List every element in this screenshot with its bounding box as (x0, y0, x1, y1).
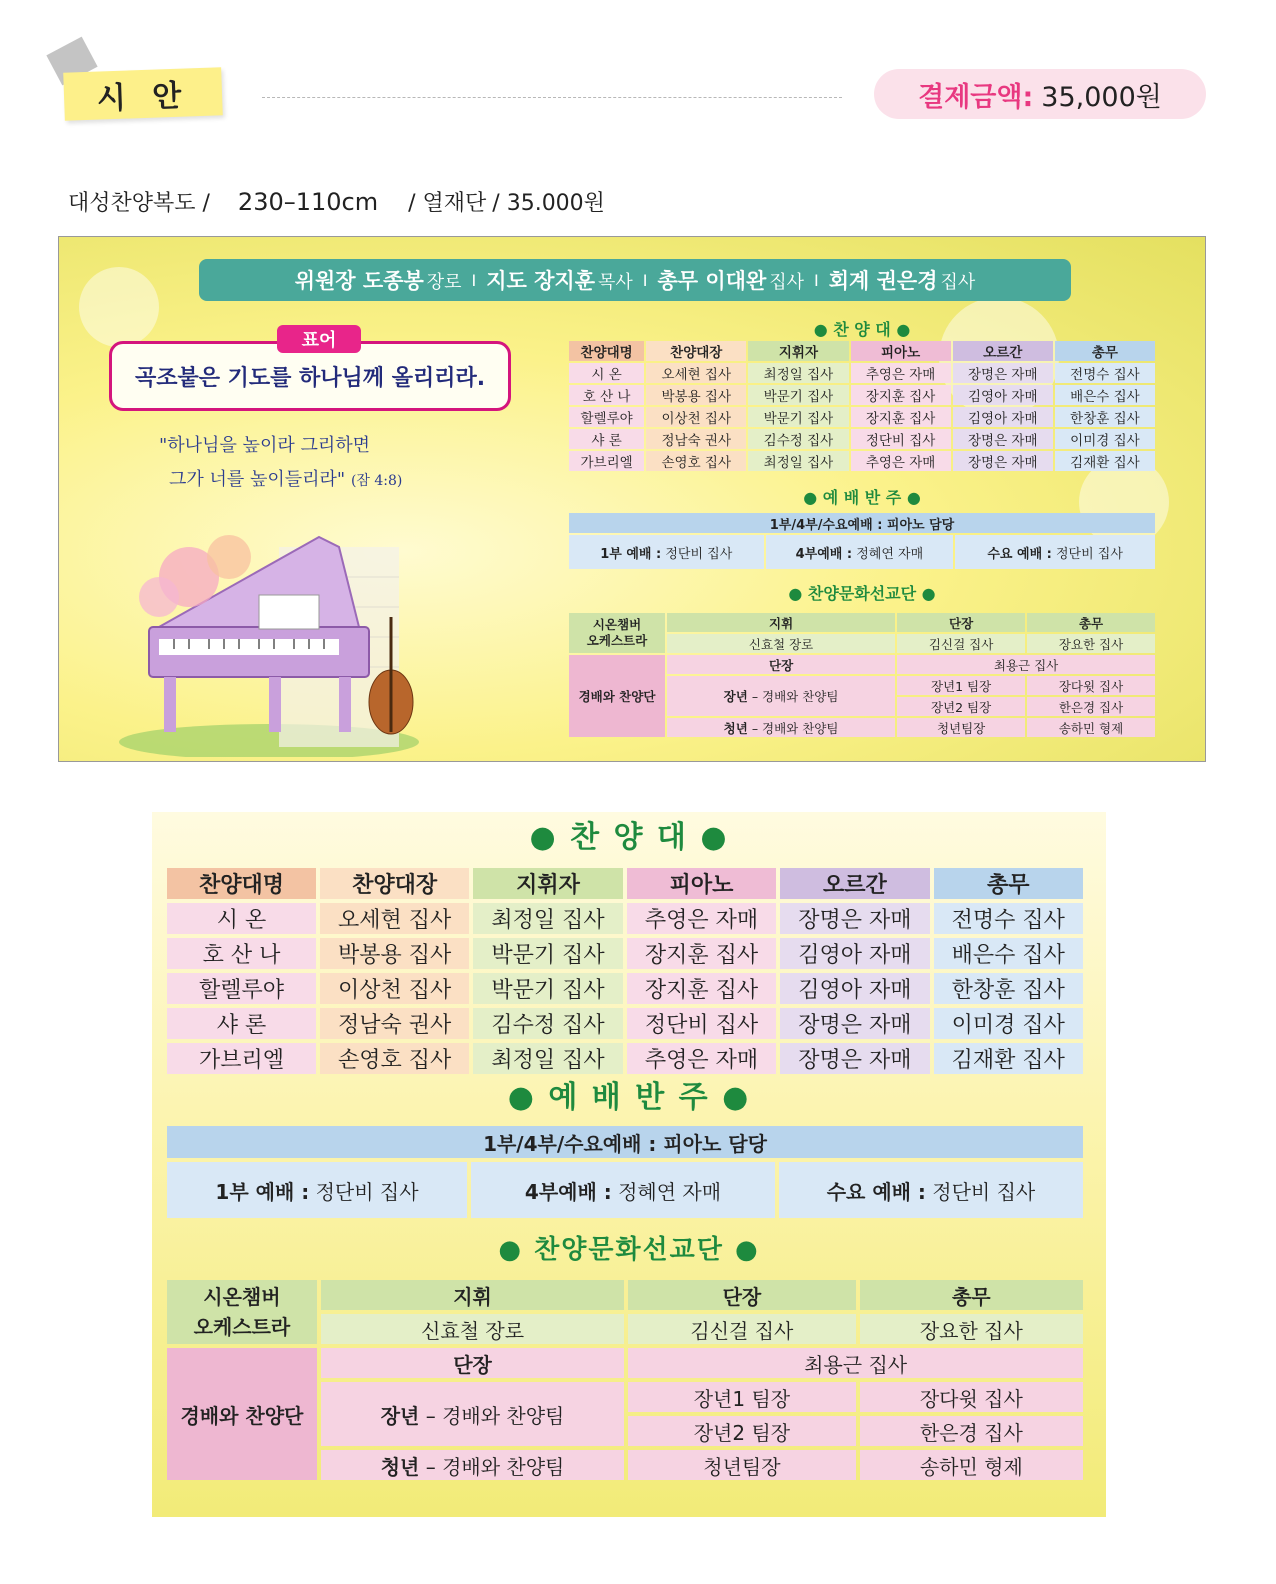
cell-text: – 경배와 찬양팀 (425, 1454, 565, 1479)
cell-text: 장년2 팀장 (897, 697, 1025, 716)
cell-text: 위원장 (294, 269, 356, 293)
table-row (569, 407, 1155, 427)
table-row (569, 385, 1155, 405)
table-cell (667, 718, 895, 737)
cell-text: 최정일 집사 (748, 363, 848, 383)
cell-text: 시 온 (569, 363, 644, 383)
mission-title: ● 찬양문화선교단 ● (498, 1235, 760, 1265)
cell-text: 이미경 집사 (1055, 429, 1155, 449)
cell-text: 장명은 자매 (780, 1043, 929, 1074)
cell-text: 할렐루야 (167, 973, 316, 1004)
cell-text: 호 산 나 (167, 938, 316, 969)
cell-text: 장다윗 집사 (1027, 676, 1155, 695)
cell-text: 김신걸 집사 (897, 634, 1025, 653)
header-cell: 피아노 (627, 868, 776, 899)
cell-text: 손영호 집사 (320, 1043, 469, 1074)
cell-text: 총무 (860, 1280, 1083, 1310)
cell-text: 박문기 집사 (473, 973, 622, 1004)
cell-text: 김신걸 집사 (628, 1314, 855, 1344)
table-row (569, 655, 1155, 674)
table-row (167, 868, 1083, 899)
cell-text: 정단비 집사 (851, 429, 951, 449)
cell-text: 총무 (657, 269, 699, 293)
mini-choir-title: ● 찬 양 대 ● (813, 320, 911, 339)
cell-text: 박봉용 집사 (646, 385, 746, 405)
cell-text: 이상천 집사 (320, 973, 469, 1004)
table-cell (667, 676, 895, 716)
cell-text: "하나님을 높이라 그리하면 (159, 435, 370, 456)
motto-text: 곡조붙은 기도를 하나님께 올리리라. (109, 341, 511, 411)
cell-text: 전명수 집사 (1055, 363, 1155, 383)
cell-text: 장년 (380, 1403, 420, 1428)
cell-text: 샤 론 (167, 1008, 316, 1039)
cell-text: 한창훈 집사 (934, 973, 1083, 1004)
cell-text: 한창훈 집사 (1055, 407, 1155, 427)
cell-text: 단장 (628, 1280, 855, 1310)
cell-text: 정단비 집사 (315, 1179, 419, 1204)
cell-text: 박봉용 집사 (320, 938, 469, 969)
mission-table (163, 1276, 1087, 1484)
light-glow (79, 267, 159, 347)
cell-text: 시 온 (167, 903, 316, 934)
cell-text: 김영아 자매 (953, 407, 1053, 427)
cell-text: 가브리엘 (167, 1043, 316, 1074)
cell-text: 샤 론 (569, 429, 644, 449)
header-cell: 지휘자 (748, 341, 848, 361)
spec-size: 230–110cm (237, 188, 379, 216)
cell-text: 호 산 나 (569, 385, 644, 405)
cell-text: 장명은 자매 (953, 429, 1053, 449)
header-cell: 총무 (934, 868, 1083, 899)
table-cell (569, 613, 665, 653)
table-row (569, 513, 1155, 533)
cell-text: 정혜연 자매 (856, 546, 924, 562)
cell-text: 김영아 자매 (780, 938, 929, 969)
header-cell: 1부/4부/수요예배 : 피아노 담당 (569, 513, 1155, 533)
cell-text: 한은경 집사 (860, 1416, 1083, 1446)
cell-text: 단장 (897, 613, 1025, 632)
cell-text: – 경배와 찬양팀 (425, 1403, 565, 1428)
cell-text: 장명은 자매 (953, 451, 1053, 471)
cell-text: 박문기 집사 (473, 938, 622, 969)
cell-text: 김영아 자매 (953, 385, 1053, 405)
motto-badge: 표어 (277, 325, 361, 353)
product-spec (68, 186, 611, 217)
mini-choir-table (567, 339, 1157, 473)
cell-text: 장로 (426, 272, 462, 293)
header-cell: 찬양대명 (569, 341, 644, 361)
cell-text: 청년 (723, 720, 748, 736)
mini-mission-section (567, 581, 1157, 739)
cell-text: 추영은 자매 (851, 451, 951, 471)
header-cell: 1부/4부/수요예배 : 피아노 담당 (167, 1126, 1083, 1158)
cell-text: I (642, 270, 648, 290)
cell-text: 4부예배 : (524, 1179, 612, 1204)
table-cell (569, 535, 764, 569)
header-cell: 찬양대장 (646, 341, 746, 361)
cell-text: 장명은 자매 (953, 363, 1053, 383)
detail-enlarged (152, 812, 1106, 1517)
header-cell: 지휘자 (473, 868, 622, 899)
choir-table (163, 864, 1087, 1078)
table-row (167, 1043, 1083, 1074)
cell-text: I (814, 270, 819, 290)
cell-text: 지휘 (321, 1280, 624, 1310)
cell-text: 장지훈 집사 (627, 973, 776, 1004)
cell-text: 최용근 집사 (628, 1348, 1083, 1378)
cell-text: 장요한 집사 (1027, 634, 1155, 653)
cell-text: 신효철 장로 (667, 634, 895, 653)
cell-text: 오세현 집사 (320, 903, 469, 934)
mini-choir-section (567, 317, 1157, 473)
cell-text: 전명수 집사 (934, 903, 1083, 934)
cell-text: 단장 (667, 655, 895, 674)
cell-text: – 경배와 찬양팀 (751, 689, 839, 704)
piano-illustration (119, 517, 419, 757)
cell-text: 박문기 집사 (748, 385, 848, 405)
cell-text: – 경배와 찬양팀 (751, 720, 839, 736)
table-cell (471, 1162, 775, 1218)
officer-4 (829, 265, 976, 295)
table-row (167, 1162, 1083, 1218)
cell-text: 경배와 찬양단 (569, 655, 665, 737)
table-cell (779, 1162, 1083, 1218)
cell-text: 오케스트라 (586, 633, 648, 648)
table-row (569, 429, 1155, 449)
mini-accompaniment-table (567, 511, 1157, 571)
cell-text: 경배와 찬양단 (167, 1348, 317, 1480)
table-row (167, 1008, 1083, 1039)
cell-text: 송하민 형제 (860, 1450, 1083, 1480)
cell-text: 최정일 집사 (473, 903, 622, 934)
cell-text: 장명은 자매 (780, 903, 929, 934)
table-row (569, 535, 1155, 569)
banner-preview (58, 236, 1206, 762)
table-cell (766, 535, 954, 569)
cell-text: 장년 (723, 689, 748, 704)
choir-title: ● 찬 양 대 ● (529, 820, 729, 855)
table-cell (167, 1280, 317, 1344)
cell-text: 정단비 집사 (1056, 546, 1123, 562)
cell-text: 배은수 집사 (1055, 385, 1155, 405)
cell-text: 오케스트라 (193, 1315, 291, 1339)
officer-1 (295, 265, 462, 295)
cell-text: 장년1 팀장 (628, 1382, 855, 1412)
accompaniment-table (163, 1122, 1087, 1222)
cell-text: 도종봉 (362, 269, 424, 293)
cell-text: 1부 예배 : (600, 546, 662, 562)
cell-text: 청년 (380, 1454, 420, 1479)
table-cell (955, 535, 1155, 569)
cell-text: 이상천 집사 (646, 407, 746, 427)
cell-text: 수요 예배 : (987, 546, 1052, 562)
table-row (569, 341, 1155, 361)
cell-text: 장명은 자매 (780, 1008, 929, 1039)
table-row (167, 1280, 1083, 1310)
cell-text: 집사 (940, 272, 976, 293)
spec-type: / 열재단 (408, 191, 487, 216)
price-label: 결제금액: (918, 81, 1034, 113)
cell-text: (잠 4:8) (350, 473, 403, 489)
header-cell: 찬양대명 (167, 868, 316, 899)
cell-text: 이미경 집사 (934, 1008, 1083, 1039)
cell-text: 최정일 집사 (748, 451, 848, 471)
cell-text: 최용근 집사 (897, 655, 1155, 674)
cell-text: 권은경 (876, 269, 938, 293)
dashed-divider (262, 97, 842, 98)
cell-text: 장지훈 집사 (851, 385, 951, 405)
cell-text: 신효철 장로 (321, 1314, 624, 1344)
cell-text: 정남숙 권사 (320, 1008, 469, 1039)
table-cell (321, 1382, 624, 1446)
cell-text: 장지훈 집사 (851, 407, 951, 427)
accompaniment-title: ● 예 배 반 주 ● (507, 1080, 751, 1115)
cell-text: 박문기 집사 (748, 407, 848, 427)
officer-2 (486, 265, 633, 295)
table-row (569, 363, 1155, 383)
header-cell: 총무 (1055, 341, 1155, 361)
cell-text: 한은경 집사 (1027, 697, 1155, 716)
cell-text: 김재환 집사 (934, 1043, 1083, 1074)
cell-text: 시온챔버 (592, 617, 642, 632)
header-cell: 오르간 (953, 341, 1053, 361)
cell-text: 추영은 자매 (627, 903, 776, 934)
mini-accompaniment-title: ● 예 배 반 주 ● (803, 488, 921, 507)
cell-text: 단장 (321, 1348, 624, 1378)
cell-text: 김영아 자매 (780, 973, 929, 1004)
cell-text: 김수정 집사 (473, 1008, 622, 1039)
cell-text: 할렐루야 (569, 407, 644, 427)
cell-text: 집사 (769, 272, 805, 293)
cell-text: 목사 (598, 272, 633, 293)
cell-text: I (471, 270, 477, 290)
spec-price: / 35.000원 (492, 191, 605, 216)
mini-mission-title: ● 찬양문화선교단 ● (788, 584, 936, 603)
table-row (569, 613, 1155, 632)
cell-text: 가브리엘 (569, 451, 644, 471)
cell-text: 오세현 집사 (646, 363, 746, 383)
table-row (167, 973, 1083, 1004)
officer-3 (658, 265, 805, 295)
mini-accompaniment-section (567, 485, 1157, 571)
cell-text: 지도 (486, 269, 527, 293)
cell-text: 정남숙 권사 (646, 429, 746, 449)
officer-bar (199, 259, 1071, 301)
cell-text: 정혜연 자매 (618, 1179, 722, 1204)
cell-text: 추영은 자매 (851, 363, 951, 383)
cell-text: 배은수 집사 (934, 938, 1083, 969)
cell-text: 시온챔버 (203, 1285, 281, 1309)
table-cell (321, 1450, 624, 1480)
cell-text: 김수정 집사 (748, 429, 848, 449)
table-row (167, 1126, 1083, 1158)
table-row (167, 903, 1083, 934)
cell-text: 청년팀장 (897, 718, 1025, 737)
header-cell: 찬양대장 (320, 868, 469, 899)
cell-text: 지휘 (667, 613, 895, 632)
table-row (167, 938, 1083, 969)
cell-text: 총무 (1027, 613, 1155, 632)
cell-text: 추영은 자매 (627, 1043, 776, 1074)
cell-text: 장지훈 집사 (627, 938, 776, 969)
header-cell: 오르간 (780, 868, 929, 899)
cell-text: 장년2 팀장 (628, 1416, 855, 1446)
cell-text: 김재환 집사 (1055, 451, 1155, 471)
bible-verse (159, 429, 479, 498)
cell-text: 장다윗 집사 (860, 1382, 1083, 1412)
cell-text: 수요 예배 : (826, 1179, 926, 1204)
cell-text: 장년1 팀장 (897, 676, 1025, 695)
cell-text: 이대완 (705, 269, 767, 293)
table-row (167, 1348, 1083, 1378)
table-row (569, 451, 1155, 471)
price-value: 35,000원 (1041, 81, 1162, 113)
cell-text: 정단비 집사 (627, 1008, 776, 1039)
spec-name: 대성찬양복도 / (68, 191, 210, 216)
mini-mission-table (567, 611, 1157, 739)
cell-text: 회계 (828, 269, 870, 293)
cell-text: 손영호 집사 (646, 451, 746, 471)
cell-text: 장요한 집사 (860, 1314, 1083, 1344)
cell-text: 장지훈 (534, 269, 595, 293)
cell-text: 1부 예배 : (215, 1179, 310, 1204)
cell-text: 4부예배 : (795, 546, 853, 562)
cell-text: 최정일 집사 (473, 1043, 622, 1074)
cell-text: 그가 너를 높이들리라" (169, 469, 346, 490)
cell-text: 정단비 집사 (932, 1179, 1036, 1204)
header-cell: 피아노 (851, 341, 951, 361)
price-pill (874, 69, 1206, 119)
cell-text: 송하민 형제 (1027, 718, 1155, 737)
cell-text: 청년팀장 (628, 1450, 855, 1480)
draft-label: 시 안 (63, 67, 223, 120)
cell-text: 정단비 집사 (665, 546, 733, 562)
table-cell (167, 1162, 467, 1218)
